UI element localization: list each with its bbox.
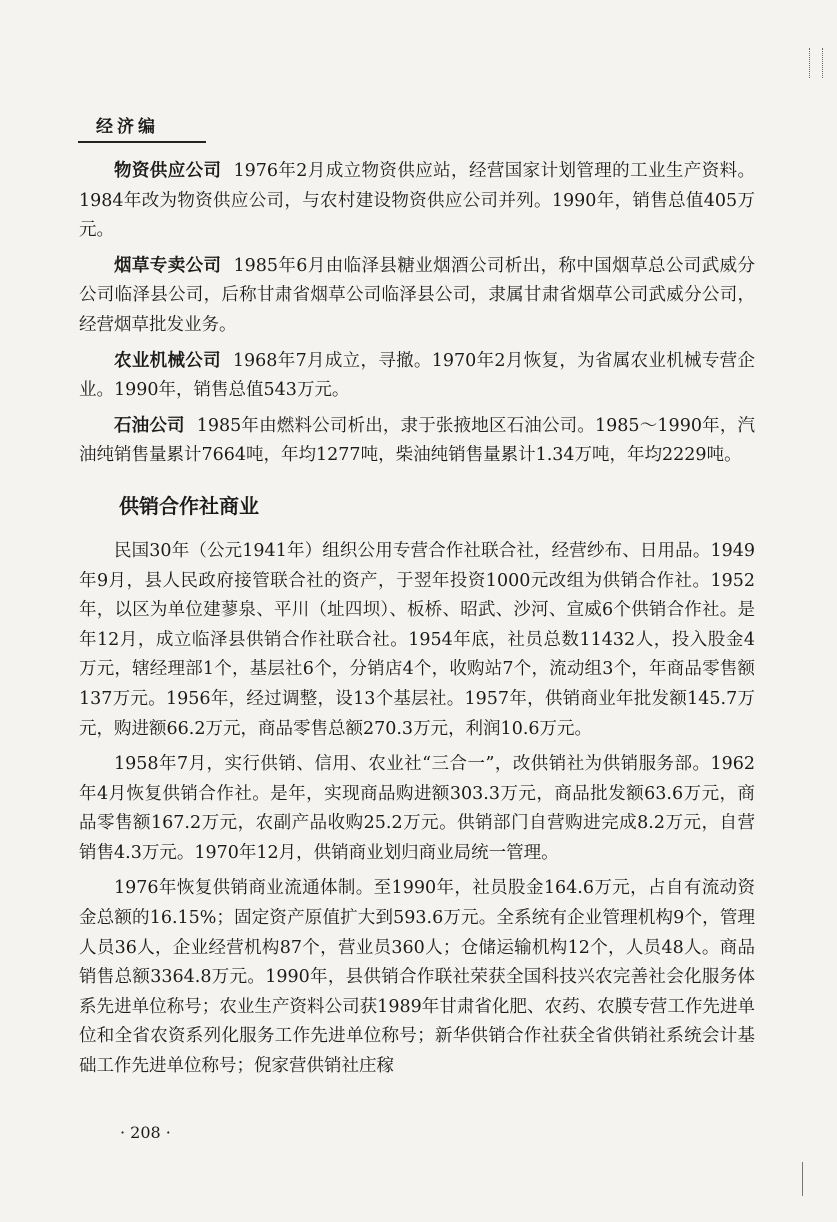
entry-petroleum-company (79, 412, 755, 471)
scan-artifact-bottom (802, 1162, 807, 1196)
entry-material-supply (79, 157, 755, 246)
entry-text: 1976年2月成立物资供应站，经营国家计划管理的工业生产资料。1984年改为物资供应公司，与农村建设物资供应公司并列。1990年，销售总值405万元。 (79, 161, 756, 241)
paragraph-history: 民国30年（公元1941年）组织公用专营合作社联合社，经营纱布、日用品。1949年9月，县人民政府接管联合社的资产，于翌年投资1000元改组为供销合作社。1952年，以区为单位建蓼泉、平川（址四坝）、板桥、昭武、沙河、宣威6个供销合作社。是年12月，成立临泽县供销合作社联合社。1954年底，社员总数11432人，投入股金4万元，辖经理部1个，基层社6个，分销店4个，收购站7个，流动组3个，年商品零售额137万元。1956年，经过调整，设13个基层社。1957年，供销商业年批发额145.7万元，购进额66.2万元，商品零售总额270.3万元，利润10.6万元。 (79, 540, 755, 739)
entry-term: 烟草专卖公司 (114, 255, 222, 276)
paragraph-1976: 1976年恢复供销商业流通体制。至1990年，社员股金164.6万元，占自有流动资金总额的16.15%；固定资产原值扩大到593.6万元。全系统有企业管理机构9个，管理人员36人，企业经营机构87个，营业员360人；仓储运输机构12个，人员48人。商品销售总额3364.8万元。1990年，县供销合作联社荣获全国科技兴农完善社会化服务体系先进单位称号；农业生产资料公司获1989年甘肃省化肥、农药、农膜专营工作先进单位和全省农资系列化服务工作先进单位称号；新华供销合作社获全省供销社系统会计基础工作先进单位称号；倪家营供销社庄稼 (79, 878, 755, 1077)
entry-text: 1985年6月由临泽县糖业烟酒公司析出，称中国烟草总公司武威分公司临泽县公司，后称甘肃省烟草公司临泽县公司，隶属甘肃省烟草公司武威分公司，经营烟草批发业务。 (79, 255, 756, 335)
entry-agri-machinery (79, 347, 755, 406)
body-text (79, 157, 755, 1082)
entry-term: 物资供应公司 (114, 161, 222, 181)
entry-term: 石油公司 (114, 415, 185, 436)
running-head: 经济编 (78, 112, 206, 143)
paragraph-1958: 1958年7月，实行供销、信用、农业社“三合一”，改供销社为供销服务部。1962年4月恢复供销合作社。是年，实现商品购进额303.3万元，商品批发额63.6万元，商品零售额167.2万元，农副产品收购25.2万元。供销部门自营购进完成8.2万元，自营销售4.3万元。1970年12月，供销商业划归商业局统一管理。 (79, 754, 755, 863)
entry-tobacco-company (79, 252, 755, 341)
entry-text: 1968年7月成立，寻撤。1970年2月恢复，为省属农业机械专营企业。1990年，销售总值543万元。 (79, 350, 755, 401)
scan-artifact-top (809, 48, 823, 78)
page-number: · 208 · (120, 1123, 171, 1142)
entry-text: 1985年由燃料公司析出，隶于张掖地区石油公司。1985～1990年，汽油纯销售量累计7664吨，年均1277吨，柴油纯销售量累计1.34万吨，年均2229吨。 (79, 415, 755, 466)
entry-term: 农业机械公司 (114, 350, 221, 371)
section-title: 供销合作社商业 (119, 493, 259, 518)
